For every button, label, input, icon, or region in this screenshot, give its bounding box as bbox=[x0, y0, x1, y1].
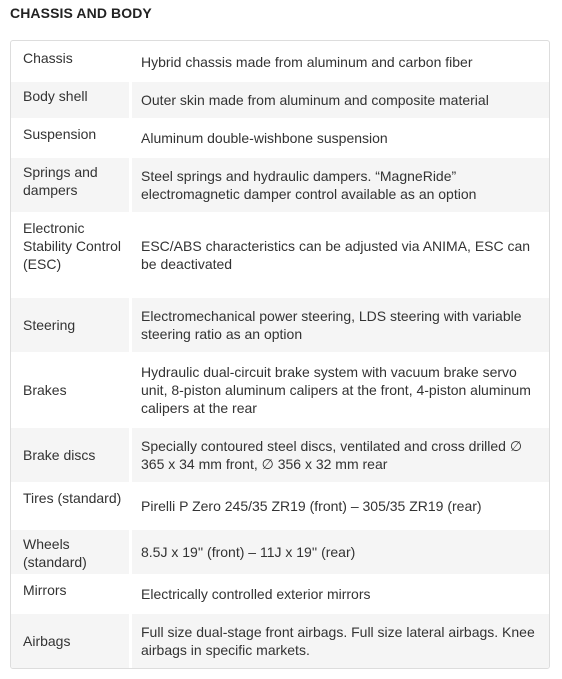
row-label: Brakes bbox=[11, 354, 129, 428]
row-label: Tires (standard) bbox=[11, 484, 129, 530]
table-row bbox=[11, 158, 549, 214]
row-label: Suspension bbox=[11, 120, 129, 158]
row-label: Body shell bbox=[11, 82, 129, 120]
table-row bbox=[11, 576, 549, 614]
row-value: Hybrid chassis made from aluminum and carbon fiber bbox=[129, 44, 549, 82]
table-row bbox=[11, 530, 549, 576]
table-row bbox=[11, 614, 549, 669]
table-row bbox=[11, 120, 549, 158]
row-label: Steering bbox=[11, 298, 129, 354]
row-value: Aluminum double-wishbone suspension bbox=[129, 120, 549, 158]
row-label: Chassis bbox=[11, 44, 129, 82]
row-value: Full size dual-stage front airbags. Full size lateral airbags. Knee airbags in specific markets. bbox=[129, 614, 549, 669]
row-label: Brake discs bbox=[11, 428, 129, 484]
row-label: Mirrors bbox=[11, 576, 129, 614]
table-row bbox=[11, 484, 549, 530]
section-title: CHASSIS AND BODY bbox=[10, 5, 152, 21]
row-label: Airbags bbox=[11, 614, 129, 669]
row-label: Wheels (standard) bbox=[11, 530, 129, 576]
table-row bbox=[11, 298, 549, 354]
row-value: Electromechanical power steering, LDS steering with variable steering ratio as an option bbox=[129, 298, 549, 354]
row-label: Electronic Stability Control (ESC) bbox=[11, 214, 129, 298]
row-value: Pirelli P Zero 245/35 ZR19 (front) – 305/35 ZR19 (rear) bbox=[129, 484, 549, 530]
table-row bbox=[11, 44, 549, 82]
row-value: Specially contoured steel discs, ventilated and cross drilled ∅ 365 x 34 mm front, ∅ 356 x 32 mm rear bbox=[129, 428, 549, 484]
table-row bbox=[11, 214, 549, 298]
table-row bbox=[11, 82, 549, 120]
row-value: Outer skin made from aluminum and composite material bbox=[129, 82, 549, 120]
table-row bbox=[11, 428, 549, 484]
row-value: ESC/ABS characteristics can be adjusted via ANIMA, ESC can be deactivated bbox=[129, 214, 549, 298]
specs-table-container bbox=[10, 40, 550, 669]
specs-table bbox=[11, 44, 549, 669]
row-value: Steel springs and hydraulic dampers. “MagneRide” electromagnetic damper control available as an option bbox=[129, 158, 549, 214]
row-value: 8.5J x 19'' (front) – 11J x 19'' (rear) bbox=[129, 530, 549, 576]
row-value: Electrically controlled exterior mirrors bbox=[129, 576, 549, 614]
row-label: Springs and dampers bbox=[11, 158, 129, 214]
row-value: Hydraulic dual-circuit brake system with vacuum brake servo unit, 8-piston aluminum calipers at the front, 4-piston aluminum calipers at the rear bbox=[129, 354, 549, 428]
table-row bbox=[11, 354, 549, 428]
